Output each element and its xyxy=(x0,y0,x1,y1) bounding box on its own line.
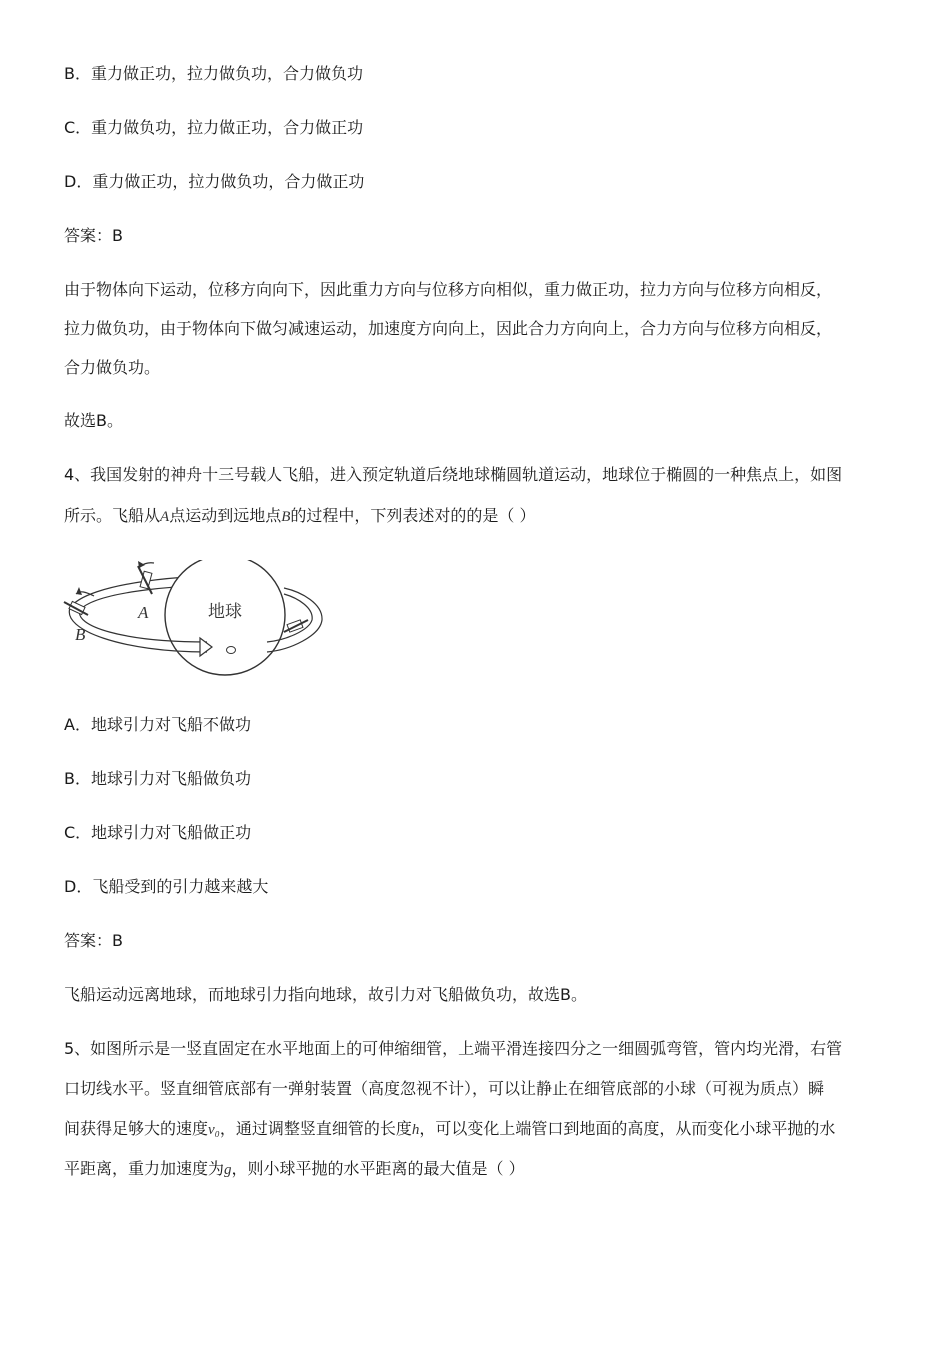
q3-option-d: D．重力做正功，拉力做负功，合力做正功 xyxy=(64,172,365,191)
spacecraft-b-icon xyxy=(64,601,88,615)
q5-line4-text-a: 平距离，重力加速度为 xyxy=(64,1159,225,1178)
point-b-label: B xyxy=(75,625,86,644)
q3-explanation-line-2: 拉力做负功，由于物体向下做匀减速运动，加速度方向向上，因此合力方向向上，合力方向与位移方向相反， xyxy=(64,319,833,338)
orbit-diagram xyxy=(62,560,327,685)
q5-var-g: g xyxy=(224,1162,232,1178)
q4-option-c: C．地球引力对飞船做正功 xyxy=(64,823,252,842)
q4-option-a: A．地球引力对飞船不做功 xyxy=(64,715,251,734)
q4-stem-text-b: 点运动到远地点 xyxy=(169,506,282,525)
q5-line3-text-c: ，可以变化上端管口到地面的高度，从而变化小球平抛的水 xyxy=(419,1119,836,1138)
point-a-label: A xyxy=(138,603,149,622)
q4-stem-text-a: 所示。飞船从 xyxy=(64,506,161,525)
q4-stem-line-1: 4、我国发射的神舟十三号载人飞船，进入预定轨道后绕地球椭圆轨道运动，地球位于椭圆的一种焦点上，如图 xyxy=(64,465,843,484)
earth-label: 地球 xyxy=(208,602,242,622)
q5-line3-text-b: ，通过调整竖直细管的长度 xyxy=(219,1119,412,1138)
q5-line4-text-b: ，则小球平抛的水平距离的最大值是（ ） xyxy=(231,1159,525,1178)
spacecraft-right-icon xyxy=(284,620,308,632)
q3-answer: 答案：B xyxy=(64,226,123,245)
q4-var-a: A xyxy=(160,509,170,525)
q3-explanation-line-3: 合力做负功。 xyxy=(64,358,161,377)
q3-explanation-line-1: 由于物体向下运动，位移方向向下，因此重力方向与位移方向相似，重力做正功，拉力方向与位移方向相反， xyxy=(64,280,833,299)
q5-stem-line-4 xyxy=(64,1158,525,1181)
q5-stem-line-1: 5、如图所示是一竖直固定在水平地面上的可伸缩细管，上端平滑连接四分之一细圆弧弯管，管内均光滑，右管 xyxy=(64,1039,843,1058)
q3-conclusion: 故选B。 xyxy=(64,411,123,430)
motion-arrowhead-b-icon xyxy=(76,587,82,595)
q5-stem-line-3 xyxy=(64,1118,835,1141)
motion-arrowhead-a-icon xyxy=(138,561,145,568)
q5-stem-line-2: 口切线水平。竖直细管底部有一弹射装置（高度忽视不计），可以让静止在细管底部的小球（可视为质点）瞬 xyxy=(64,1079,825,1098)
q3-option-c: C．重力做负功，拉力做正功，合力做正功 xyxy=(64,118,364,137)
q5-var-h: h xyxy=(411,1122,420,1138)
q5-line3-text-a: 间获得足够大的速度 xyxy=(64,1119,209,1138)
q4-stem-line-2 xyxy=(64,505,535,528)
q3-option-b: B．重力做正功，拉力做负功，合力做负功 xyxy=(64,64,363,83)
q4-option-b: B．地球引力对飞船做负功 xyxy=(64,769,251,788)
q4-explanation: 飞船运动远离地球，而地球引力指向地球，故引力对飞船做负功，故选B。 xyxy=(64,985,587,1004)
q4-var-b: B xyxy=(281,509,291,525)
q4-answer: 答案：B xyxy=(64,931,123,950)
q4-stem-text-c: 的过程中，下列表述对的的是（ ） xyxy=(290,506,536,525)
focus-dot xyxy=(227,647,236,654)
q4-option-d: D．飞船受到的引力越来越大 xyxy=(64,877,269,896)
q5-var-v0: v₀ xyxy=(208,1122,220,1138)
